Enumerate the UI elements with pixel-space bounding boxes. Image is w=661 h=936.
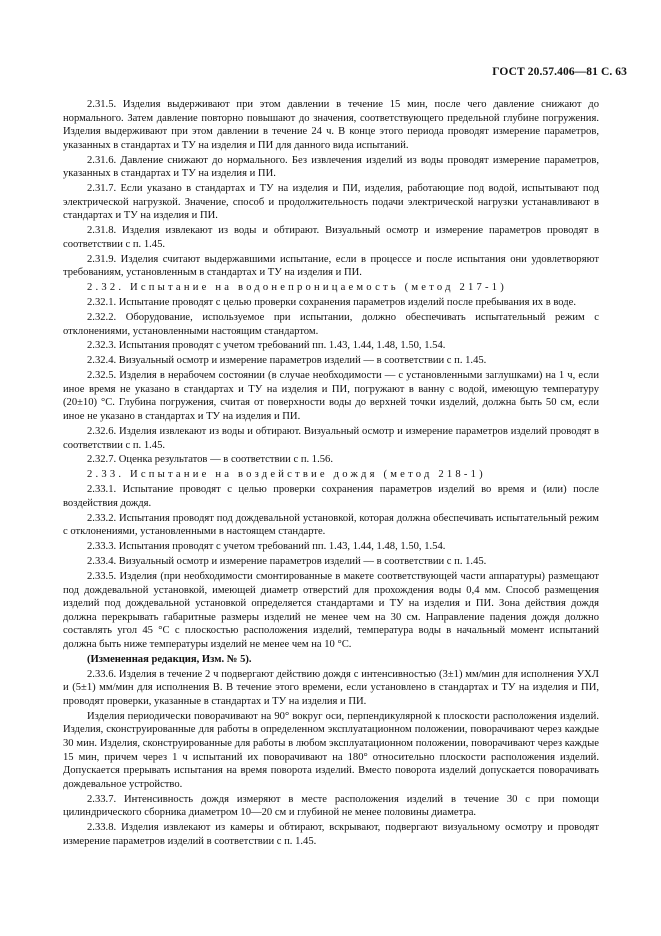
paragraph-2-32-3: 2.32.3. Испытания проводят с учетом требований пп. 1.43, 1.44, 1.48, 1.50, 1.54. bbox=[87, 340, 446, 352]
paragraph-2-33-2: 2.33.2. Испытания проводят под дождевальной установкой, которая должна обеспечивать испытательный режим с отклонениями, установленными в настоящем стандарте. bbox=[63, 512, 599, 538]
paragraph-2-33-6-rotation: Изделия периодически поворачивают на 90° вокруг оси, перпендикулярной к плоскости расположения изделий. Изделия, сконструированные для работы в определенном эксплуатационном положении, поворачивают через каждые 30 мин. Изделия, сконструированные для работы в любом эксплуатационном положении, поворачивают через каждые 15 мин, причем через 1 ч испытаний их поворачивают на 180° относительно плоскости расположения изделий. Допускается прерывать испытания на время поворота изделий. Вместо поворота изделий допускается поворачивать дождевальное устройство. bbox=[63, 710, 599, 790]
document-body bbox=[63, 98, 599, 850]
paragraph-2-31-9: 2.31.9. Изделия считают выдержавшими испытание, если в процессе и после испытания они удовлетворяют требованиям, установленным в стандартах и ТУ на изделия и ПИ. bbox=[63, 253, 599, 279]
paragraph-2-32-2: 2.32.2. Оборудование, используемое при испытании, должно обеспечивать испытательный режим с отклонениями, установленными настоящим стандартом. bbox=[63, 311, 599, 337]
paragraph-2-31-8: 2.31.8. Изделия извлекают из воды и обтирают. Визуальный осмотр и измерение параметров проводят в соответствии с п. 1.45. bbox=[63, 225, 599, 250]
paragraph-2-33-3: 2.33.3. Испытания проводят с учетом требований пп. 1.43, 1.44, 1.48, 1.50, 1.54. bbox=[87, 541, 446, 553]
paragraph-2-33-8: 2.33.8. Изделия извлекают из камеры и обтирают, вскрывают, подвергают визуальному осмотру и проводят измерение параметров изделий в соответствии с п. 1.45. bbox=[63, 822, 599, 847]
paragraph-2-33-7: 2.33.7. Интенсивность дождя измеряют в месте расположения изделий в течение 30 с при помощи цилиндрического сборника диаметром 10—20 см и глубиной не менее половины диаметра. bbox=[63, 793, 599, 819]
paragraph-2-33-6: 2.33.6. Изделия в течение 2 ч подвергают действию дождя с интенсивностью (3±1) мм/мин для исполнения УХЛ и (5±1) мм/мин для исполнения В. В течение этого времени, если установлено в стандартах и ТУ на изделия и ПИ, проводят проверки, указанные в стандартах и ТУ на изделия и ПИ. bbox=[63, 668, 599, 707]
amendment-note: (Измененная редакция, Изм. № 5). bbox=[87, 653, 252, 665]
page-header: ГОСТ 20.57.406—81 С. 63 bbox=[492, 66, 627, 78]
paragraph-2-31-7: 2.31.7. Если указано в стандартах и ТУ на изделия и ПИ, изделия, работающие под водой, испытывают под электрической нагрузкой. Значение, способ и продолжительность подачи электрической нагрузки устанавливают в стандартах и ТУ на изделия и ПИ. bbox=[63, 183, 599, 222]
paragraph-2-32-1: 2.32.1. Испытание проводят с целью проверки сохранения параметров изделий после пребывания их в воде. bbox=[87, 297, 577, 309]
paragraph-2-31-5: 2.31.5. Изделия выдерживают при этом давлении в течение 15 мин, после чего давление снижают до нормального. Затем давление повторно повышают до значения, соответствующего предельной глубине погружения. Изделия выдерживают при этом давлении в течение 24 ч. В конце этого периода проводят измерение параметров, указанных в стандартах и ТУ на изделия и ПИ для данного вида испытаний. bbox=[63, 99, 599, 151]
paragraph-2-32-6: 2.32.6. Изделия извлекают из воды и обтирают. Визуальный осмотр и измерение параметров изделий проводят в соответствии с п. 1.45. bbox=[63, 425, 599, 451]
paragraph-2-32-4: 2.32.4. Визуальный осмотр и измерение параметров изделий — в соответствии с п. 1.45. bbox=[87, 355, 487, 367]
paragraph-2-31-6: 2.31.6. Давление снижают до нормального. Без извлечения изделий из воды проводят измерение параметров, указанных в стандартах и ТУ на изделия и ПИ. bbox=[63, 154, 599, 180]
section-heading-2-33: 2.33. Испытание на воздействие дождя (метод 218-1) bbox=[87, 469, 486, 481]
section-heading-2-32: 2.32. Испытание на водонепроницаемость (метод 217-1) bbox=[87, 282, 507, 294]
paragraph-2-33-5: 2.33.5. Изделия (при необходимости смонтированные в макете соответствующей части аппаратуры) размещают под дождевальной установкой, имеющей диаметр отверстий для прохождения воды 0,4 мм. Способ размещения изделий под дождевальной установкой определяется стандартами и ТУ на изделия и ПИ. Зона действия дождя должна перекрывать габаритные размеры изделий не менее чем на 30 см. Направление падения дождя должно составлять угол 45 °С с плоскостью расположения изделий, температура воды в начальный момент испытаний должна быть ниже температуры изделий не менее чем на 10 °С. bbox=[63, 570, 599, 650]
paragraph-2-33-4: 2.33.4. Визуальный осмотр и измерение параметров изделий — в соответствии с п. 1.45. bbox=[87, 556, 487, 568]
paragraph-2-32-7: 2.32.7. Оценка результатов — в соответствии с п. 1.56. bbox=[87, 454, 333, 466]
paragraph-2-32-5: 2.32.5. Изделия в нерабочем состоянии (в случае необходимости — с установленными заглушками) на 1 ч, если иное время не указано в стандартах и ТУ на изделия и ПИ, погружают в ванну с водой, имеющую температуру (20±10) °С. Глубина погружения, считая от поверхности воды до верхней точки изделий, должна быть 50 см, если иное не указано в стандартах и ТУ на изделия и ПИ. bbox=[63, 370, 599, 423]
paragraph-2-33-1: 2.33.1. Испытание проводят с целью проверки сохранения параметров изделий во время и (или) после воздействия дождя. bbox=[63, 484, 599, 509]
